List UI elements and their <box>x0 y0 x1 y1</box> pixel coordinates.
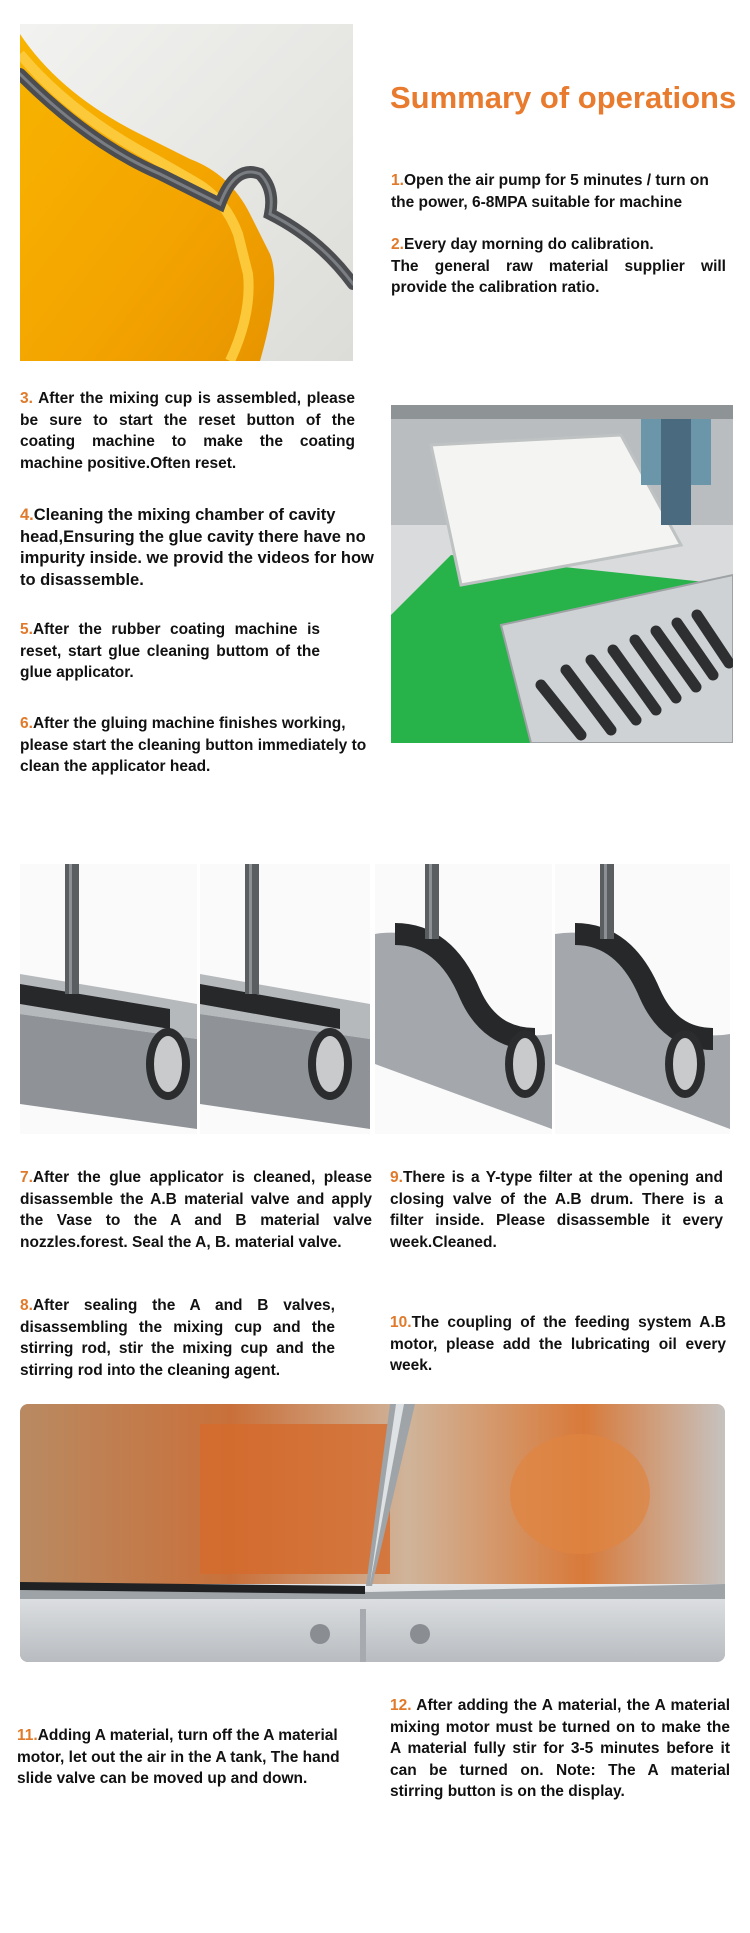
photo-sealing-panel <box>391 405 733 743</box>
step-1 <box>391 170 731 213</box>
step-number: 10. <box>390 1314 412 1331</box>
photo-yellow-bucket <box>20 24 353 361</box>
step-10 <box>390 1312 726 1377</box>
step-text: After sealing the A and B valves, disassembling the mixing cup and the stirring rod, stir the mixing cup and the stirring rod into the cleaning agent. <box>20 1297 335 1379</box>
step-number: 5. <box>20 621 33 638</box>
step-7 <box>20 1167 372 1253</box>
step-text: After the mixing cup is assembled, please be sure to start the reset button of the coating machine to make the coating machine positive.Often reset. <box>20 390 355 472</box>
step-4 <box>20 505 378 591</box>
step-number: 3. <box>20 390 33 407</box>
step-text: Every day morning do calibration. <box>403 236 654 253</box>
page-title: Summary of operations <box>390 80 737 115</box>
photo-nozzle-closeup <box>20 1404 725 1662</box>
step-number: 1. <box>391 172 404 189</box>
photo-bead-straight-1 <box>20 864 197 1134</box>
photo-bead-curved-2 <box>555 864 730 1134</box>
step-number: 11. <box>17 1727 38 1744</box>
step-number: 12. <box>390 1697 412 1714</box>
step-text: After the gluing machine finishes working, please start the cleaning button immediately to clean the applicator head. <box>20 715 367 775</box>
step-6 <box>20 713 382 778</box>
step-number: 4. <box>20 506 34 524</box>
step-2 <box>391 234 726 299</box>
step-text: Open the air pump for 5 minutes / turn on the power, 6-8MPA suitable for machine <box>391 172 709 211</box>
step-3 <box>20 388 355 474</box>
step-number: 8. <box>20 1297 33 1314</box>
photo-bead-curved-1 <box>375 864 552 1134</box>
step-11 <box>17 1725 372 1790</box>
step-number: 9. <box>390 1169 403 1186</box>
step-text: There is a Y-type filter at the opening and closing valve of the A.B drum. There is a filter inside. Please disassemble it every week.Cleaned. <box>390 1169 723 1251</box>
step-text: After adding the A material, the A material mixing motor must be turned on to make the A material fully stir for 3-5 minutes before it can be turned on. Note: The A material stirring button is on the display. <box>390 1697 730 1800</box>
step-text: After the glue applicator is cleaned, please disassemble the A.B material valve and apply the Vase to the A and B material valve nozzles.forest. Seal the A, B. material valve. <box>20 1169 372 1251</box>
step-5 <box>20 619 320 684</box>
photo-bead-straight-2 <box>200 864 370 1134</box>
step-12 <box>390 1695 730 1803</box>
step-text: The coupling of the feeding system A.B motor, please add the lubricating oil every week. <box>390 1314 726 1374</box>
step-text-line2: The general raw material supplier will provide the calibration ratio. <box>391 257 726 296</box>
step-9 <box>390 1167 723 1253</box>
step-text: After the rubber coating machine is reset, start glue cleaning buttom of the glue applicator. <box>20 621 320 681</box>
step-number: 6. <box>20 715 33 732</box>
step-number: 2. <box>391 236 404 253</box>
step-8 <box>20 1295 335 1381</box>
step-text: Cleaning the mixing chamber of cavity head,Ensuring the glue cavity there have no impurity inside. we provid the videos for how to disassemble. <box>20 506 374 589</box>
step-number: 7. <box>20 1169 33 1186</box>
step-text: Adding A material, turn off the A material motor, let out the air in the A tank, The hand slide valve can be moved up and down. <box>17 1727 340 1787</box>
